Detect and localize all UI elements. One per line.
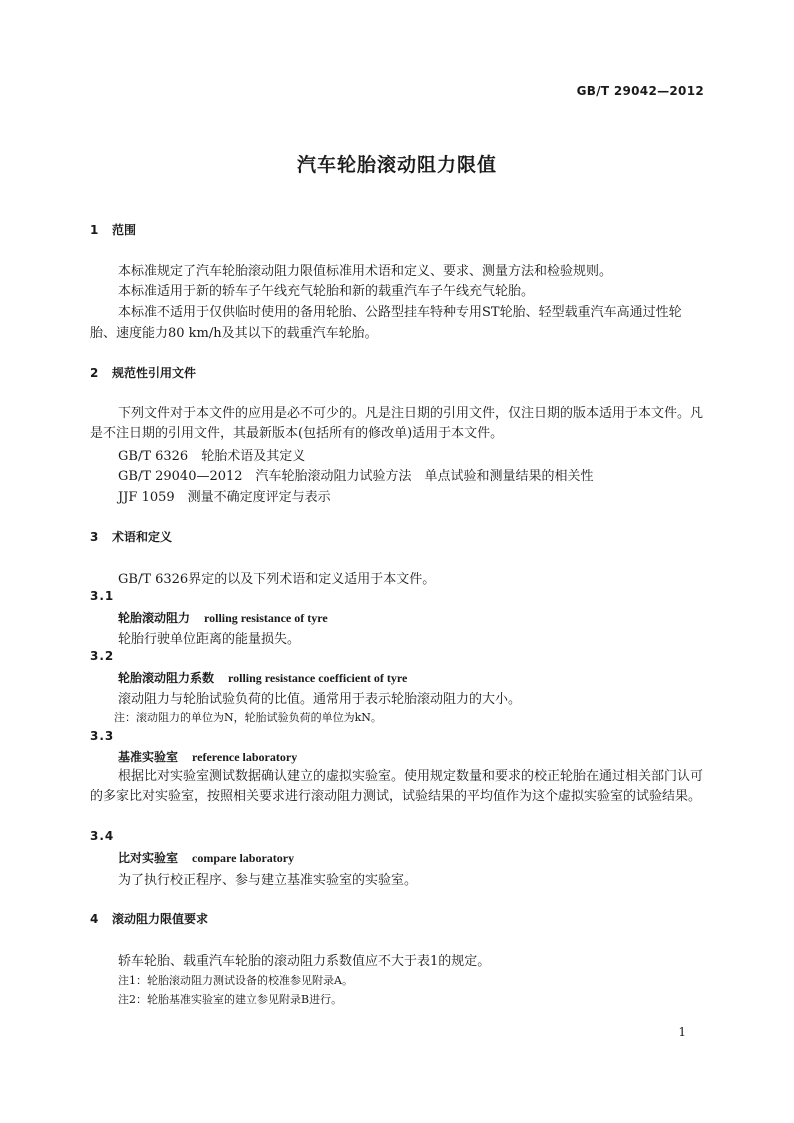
term-number: 3.1 (90, 589, 115, 603)
term-chinese: 基准实验室 (118, 750, 179, 764)
term-chinese: 轮胎滚动阻力 (118, 611, 191, 625)
standard-code: GB/T 29042—2012 (576, 84, 704, 98)
section-title: 规范性引用文件 (112, 366, 197, 380)
note-2: 注2：轮胎基准实验室的建立参见附录B进行。 (118, 993, 343, 1006)
note-1: 注1：轮胎滚动阻力测试设备的校准参见附录A。 (118, 974, 353, 987)
term-definition: 滚动阻力与轮胎试验负荷的比值。通常用于表示轮胎滚动阻力的大小。 (118, 692, 522, 707)
section-4-heading (90, 910, 208, 927)
term-entry (118, 609, 328, 626)
term-english: reference laboratory (192, 750, 298, 764)
requirement-paragraph: 轿车轮胎、载重汽车轮胎的滚动阻力系数值应不大于表1的规定。 (118, 954, 491, 969)
term-entry (118, 669, 407, 686)
term-number: 3.4 (90, 829, 115, 843)
term-number: 3.3 (90, 729, 115, 743)
term-english: rolling resistance coefficient of tyre (228, 671, 408, 685)
term-chinese: 轮胎滚动阻力系数 (118, 671, 215, 685)
term-definition: 轮胎行驶单位距离的能量损失。 (118, 632, 301, 647)
section-number: 4 (90, 912, 99, 926)
term-english: compare laboratory (192, 851, 295, 865)
scope-paragraph-2: 本标准适用于新的轿车子午线充气轮胎和新的载重汽车子午线充气轮胎。 (118, 284, 535, 299)
section-number: 2 (90, 366, 99, 380)
reference-item: JJF 1059 测量不确定度评定与表示 (118, 490, 331, 505)
term-definition: 根据比对实验室测试数据确认建立的虚拟实验室。使用规定数量和要求的校正轮胎在通过相关部门认可的多家比对实验室，按照相关要求进行滚动阻力测试，试验结果的平均值作为这个虚拟实验室的试验结果。 (90, 769, 704, 804)
section-title: 范围 (112, 223, 137, 237)
section-number: 3 (90, 530, 99, 544)
term-english: rolling resistance of tyre (204, 611, 328, 625)
page-number: 1 (678, 1025, 686, 1039)
section-2-heading (90, 364, 196, 381)
terms-intro: GB/T 6326界定的以及下列术语和定义适用于本文件。 (118, 572, 436, 587)
term-entry (118, 748, 297, 765)
references-paragraph: 下列文件对于本文件的应用是必不可少的。凡是注日期的引用文件，仅注日期的版本适用于本文件。凡是不注日期的引用文件，其最新版本(包括所有的修改单)适用于本文件。 (90, 406, 704, 441)
reference-item: GB/T 29040—2012 汽车轮胎滚动阻力试验方法 单点试验和测量结果的相关性 (118, 469, 594, 484)
term-note: 注：滚动阻力的单位为N，轮胎试验负荷的单位为kN。 (114, 711, 382, 724)
term-chinese: 比对实验室 (118, 851, 179, 865)
section-title: 滚动阻力限值要求 (112, 912, 209, 926)
scope-paragraph-3: 本标准不适用于仅供临时使用的备用轮胎、公路型挂车特种专用ST轮胎、轻型载重汽车高通过性轮胎、速度能力80 km/h及其以下的载重汽车轮胎。 (90, 305, 682, 341)
term-definition: 为了执行校正程序、参与建立基准实验室的实验室。 (118, 873, 418, 888)
section-title: 术语和定义 (112, 530, 173, 544)
section-3-heading (90, 528, 172, 545)
section-number: 1 (90, 223, 99, 237)
term-entry (118, 849, 294, 866)
scope-paragraph-1: 本标准规定了汽车轮胎滚动阻力限值标准用术语和定义、要求、测量方法和检验规则。 (118, 264, 613, 279)
section-1-heading (90, 221, 136, 238)
document-title: 汽车轮胎滚动阻力限值 (296, 154, 497, 176)
reference-item: GB/T 6326 轮胎术语及其定义 (118, 449, 306, 464)
term-number: 3.2 (90, 649, 115, 663)
